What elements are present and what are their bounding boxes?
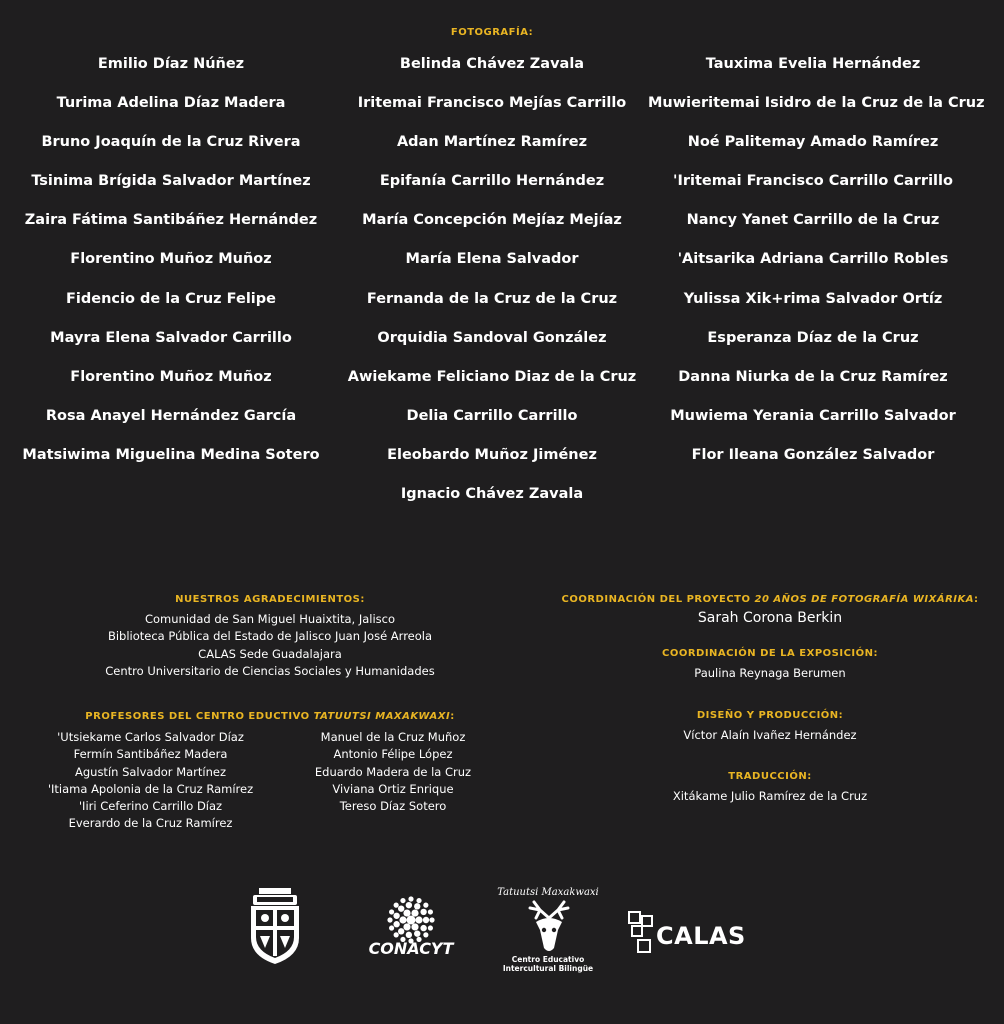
conacyt-dot [423,903,428,908]
diseno-heading: DISEÑO Y PRODUCCIÓN: [696,710,844,721]
conacyt-dot [411,909,418,916]
coordinacion-exposicion-block [560,665,980,682]
photographer-name: Eleobardo Muñoz Jiménez [387,446,597,463]
conacyt-dot [428,909,433,914]
traduccion-name: Xitákame Julio Ramírez de la Cruz [672,789,868,803]
coordinacion-exposicion-name: Paulina Reynaga Berumen [694,666,846,680]
conacyt-dot [403,923,410,930]
photographer-name: Fidencio de la Cruz Felipe [66,290,276,307]
photographer-name: Fernanda de la Cruz de la Cruz [366,290,618,307]
photographer-name: Noé Palitemay Amado Ramírez [687,134,939,151]
coordinacion-proyecto-heading [560,594,980,605]
photographer-name: Muwieritemai Isidro de la Cruz de la Cruz [648,95,985,112]
traduccion-heading: TRADUCCIÓN: [728,771,812,782]
teacher-name: Tereso Díaz Sotero [339,799,447,814]
photographer-name: Esperanza Díaz de la Cruz [707,329,919,346]
conacyt-dot [408,896,413,901]
photographer-name: Tsinima Brígida Salvador Martínez [31,173,311,190]
photographer-name: Emilio Díaz Núñez [97,56,245,72]
conacyt-dot [399,916,406,923]
photographer-name: María Concepción Mejíaz Mejíaz [362,212,622,229]
photographer-name: Zaira Fátima Santibáñez Hernández [24,212,318,229]
conacyt-dot [420,909,426,915]
photographer-name: Tauxima Evelia Hernández [705,56,921,72]
photographer-name: Muwiema Yerania Carrillo Salvador [670,407,956,424]
profesores-heading-suffix: : [450,711,455,722]
conacyt-dot [428,925,433,930]
acknowledgement-line: Biblioteca Pública del Estado de Jalisco Juan José Arreola [107,629,433,644]
photographer-name: Flor Ileana González Salvador [691,446,935,463]
conacyt-dot [407,916,416,925]
conacyt-dot [406,932,412,938]
conacyt-dot [398,928,404,934]
conacyt-dot [393,913,399,919]
photographer-name: Adan Martínez Ramírez [396,134,588,151]
photographer-name: Belinda Chávez Zavala [399,56,585,72]
conacyt-dot [420,925,426,931]
photographer-name: Florentino Muñoz Muñoz [70,251,272,268]
photographer-name: Epifanía Carrillo Hernández [379,173,605,190]
photographer-name: Awiekame Feliciano Diaz de la Cruz [347,368,637,385]
profesores-heading-italic: TATUUTSI MAXAKWAXI [313,711,451,722]
conacyt-dot [393,921,399,927]
photographer-name: 'Iritemai Francisco Carrillo Carrillo [673,173,953,190]
profesores-heading [60,711,480,722]
conacyt-logo-text: CONACYT [368,939,454,958]
conacyt-dot [387,917,392,922]
profesores-column-1 [18,729,283,833]
acknowledgement-line: Comunidad de San Miguel Huaixtita, Jalisco [144,612,396,626]
photographer-name: Delia Carrillo Carrillo [406,407,578,424]
teacher-name: Everardo de la Cruz Ramírez [68,816,233,831]
teacher-name: 'Utsiekame Carlos Salvador Díaz [57,730,244,744]
coordinacion-proyecto-block [560,608,980,628]
coordinacion-exposicion-heading: COORDINACIÓN DE LA EXPOSICIÓN: [661,648,878,659]
teacher-name: Viviana Ortiz Enrique [332,781,454,796]
agradecimientos-list [60,611,480,680]
diseno-block [560,727,980,744]
agradecimientos-heading: NUESTROS AGRADECIMIENTOS: [175,594,365,605]
photographer-name: Nancy Yanet Carrillo de la Cruz [686,212,940,229]
photographer-name: Matsiwima Miguelina Medina Sotero [22,446,320,463]
photographer-name: Rosa Anayel Hernández García [45,407,297,424]
conacyt-dot [389,909,394,914]
conacyt-dot [403,909,410,916]
calas-logo-text: CALAS [656,922,746,950]
acknowledgement-line: Centro Universitario de Ciencias Sociales y Humanidades [105,663,435,678]
photographer-name: Ignacio Chávez Zavala [400,486,584,503]
conacyt-dot [423,932,428,937]
conacyt-dot [423,917,429,923]
udg-crest-logo [245,886,305,966]
tatuutsi-logo-line2: Intercultural Bilingüe [502,964,594,973]
photographer-name: María Elena Salvador [405,251,579,268]
tatuutsi-logo-title: Tatuutsi Maxakwaxi [497,887,599,898]
conacyt-dot [389,925,394,930]
conacyt-dot [406,902,412,908]
photographer-name: Orquidia Sandoval González [377,329,607,346]
tatuutsi-logo-line1: Centro Educativo [511,955,585,964]
teacher-name: 'Iiri Ceferino Carrillo Díaz [78,799,223,814]
fotografia-heading: FOTOGRAFÍA: [450,27,534,38]
coordinacion-proyecto-heading-prefix: COORDINACIÓN DEL PROYECTO [561,594,755,605]
conacyt-dot [414,930,420,936]
teacher-name: 'Itiama Apolonia de la Cruz Ramírez [47,781,254,796]
logos-row [0,880,1004,980]
photographer-name: Bruno Joaquín de la Cruz Rivera [41,134,301,151]
conacyt-dot [400,898,405,903]
photographers-column-3 [648,52,985,482]
photographer-name: 'Aitsarika Adriana Carrillo Robles [677,251,949,268]
diseno-name: Víctor Alaín Ivañez Hernández [683,728,857,742]
teacher-name: Fermín Santibáñez Madera [73,747,228,762]
conacyt-dot [414,903,420,909]
conacyt-dot [411,923,418,930]
photographers-column-1 [6,52,336,482]
conacyt-dot [429,917,434,922]
teacher-name: Antonio Félipe López [333,747,453,762]
deer-icon [518,900,580,954]
conacyt-dot [398,905,404,911]
conacyt-dot [394,903,399,908]
teacher-name: Eduardo Madera de la Cruz [314,764,472,779]
profesores-heading-prefix: PROFESORES DEL CENTRO EDUCTIVO [85,711,314,722]
conacyt-dot [394,932,399,937]
photographer-name: Iritemai Francisco Mejías Carrillo [357,95,627,112]
coordinacion-proyecto-name: Sarah Corona Berkin [697,610,843,626]
coordinacion-proyecto-heading-italic: 20 AÑOS DE FOTOGRAFÍA WIXÁRIKA [754,594,974,605]
photographer-name: Florentino Muñoz Muñoz [70,368,272,385]
conacyt-dot [415,916,422,923]
calas-mark-icon [628,911,658,955]
photographer-name: Danna Niurka de la Cruz Ramírez [678,368,948,385]
coordinacion-proyecto-heading-suffix: : [973,594,979,605]
photographer-name: Mayra Elena Salvador Carrillo [50,329,292,346]
photographer-name: Turima Adelina Díaz Madera [56,95,286,112]
profesores-column-2 [288,729,498,815]
teacher-name: Manuel de la Cruz Muñoz [320,730,466,744]
teacher-name: Agustín Salvador Martínez [74,764,226,779]
photographer-name: Yulissa Xik+rima Salvador Ortíz [683,290,943,307]
traduccion-block [560,788,980,805]
photographers-column-2 [327,52,657,521]
conacyt-dot [416,898,421,903]
acknowledgement-line: CALAS Sede Guadalajara [198,646,342,661]
